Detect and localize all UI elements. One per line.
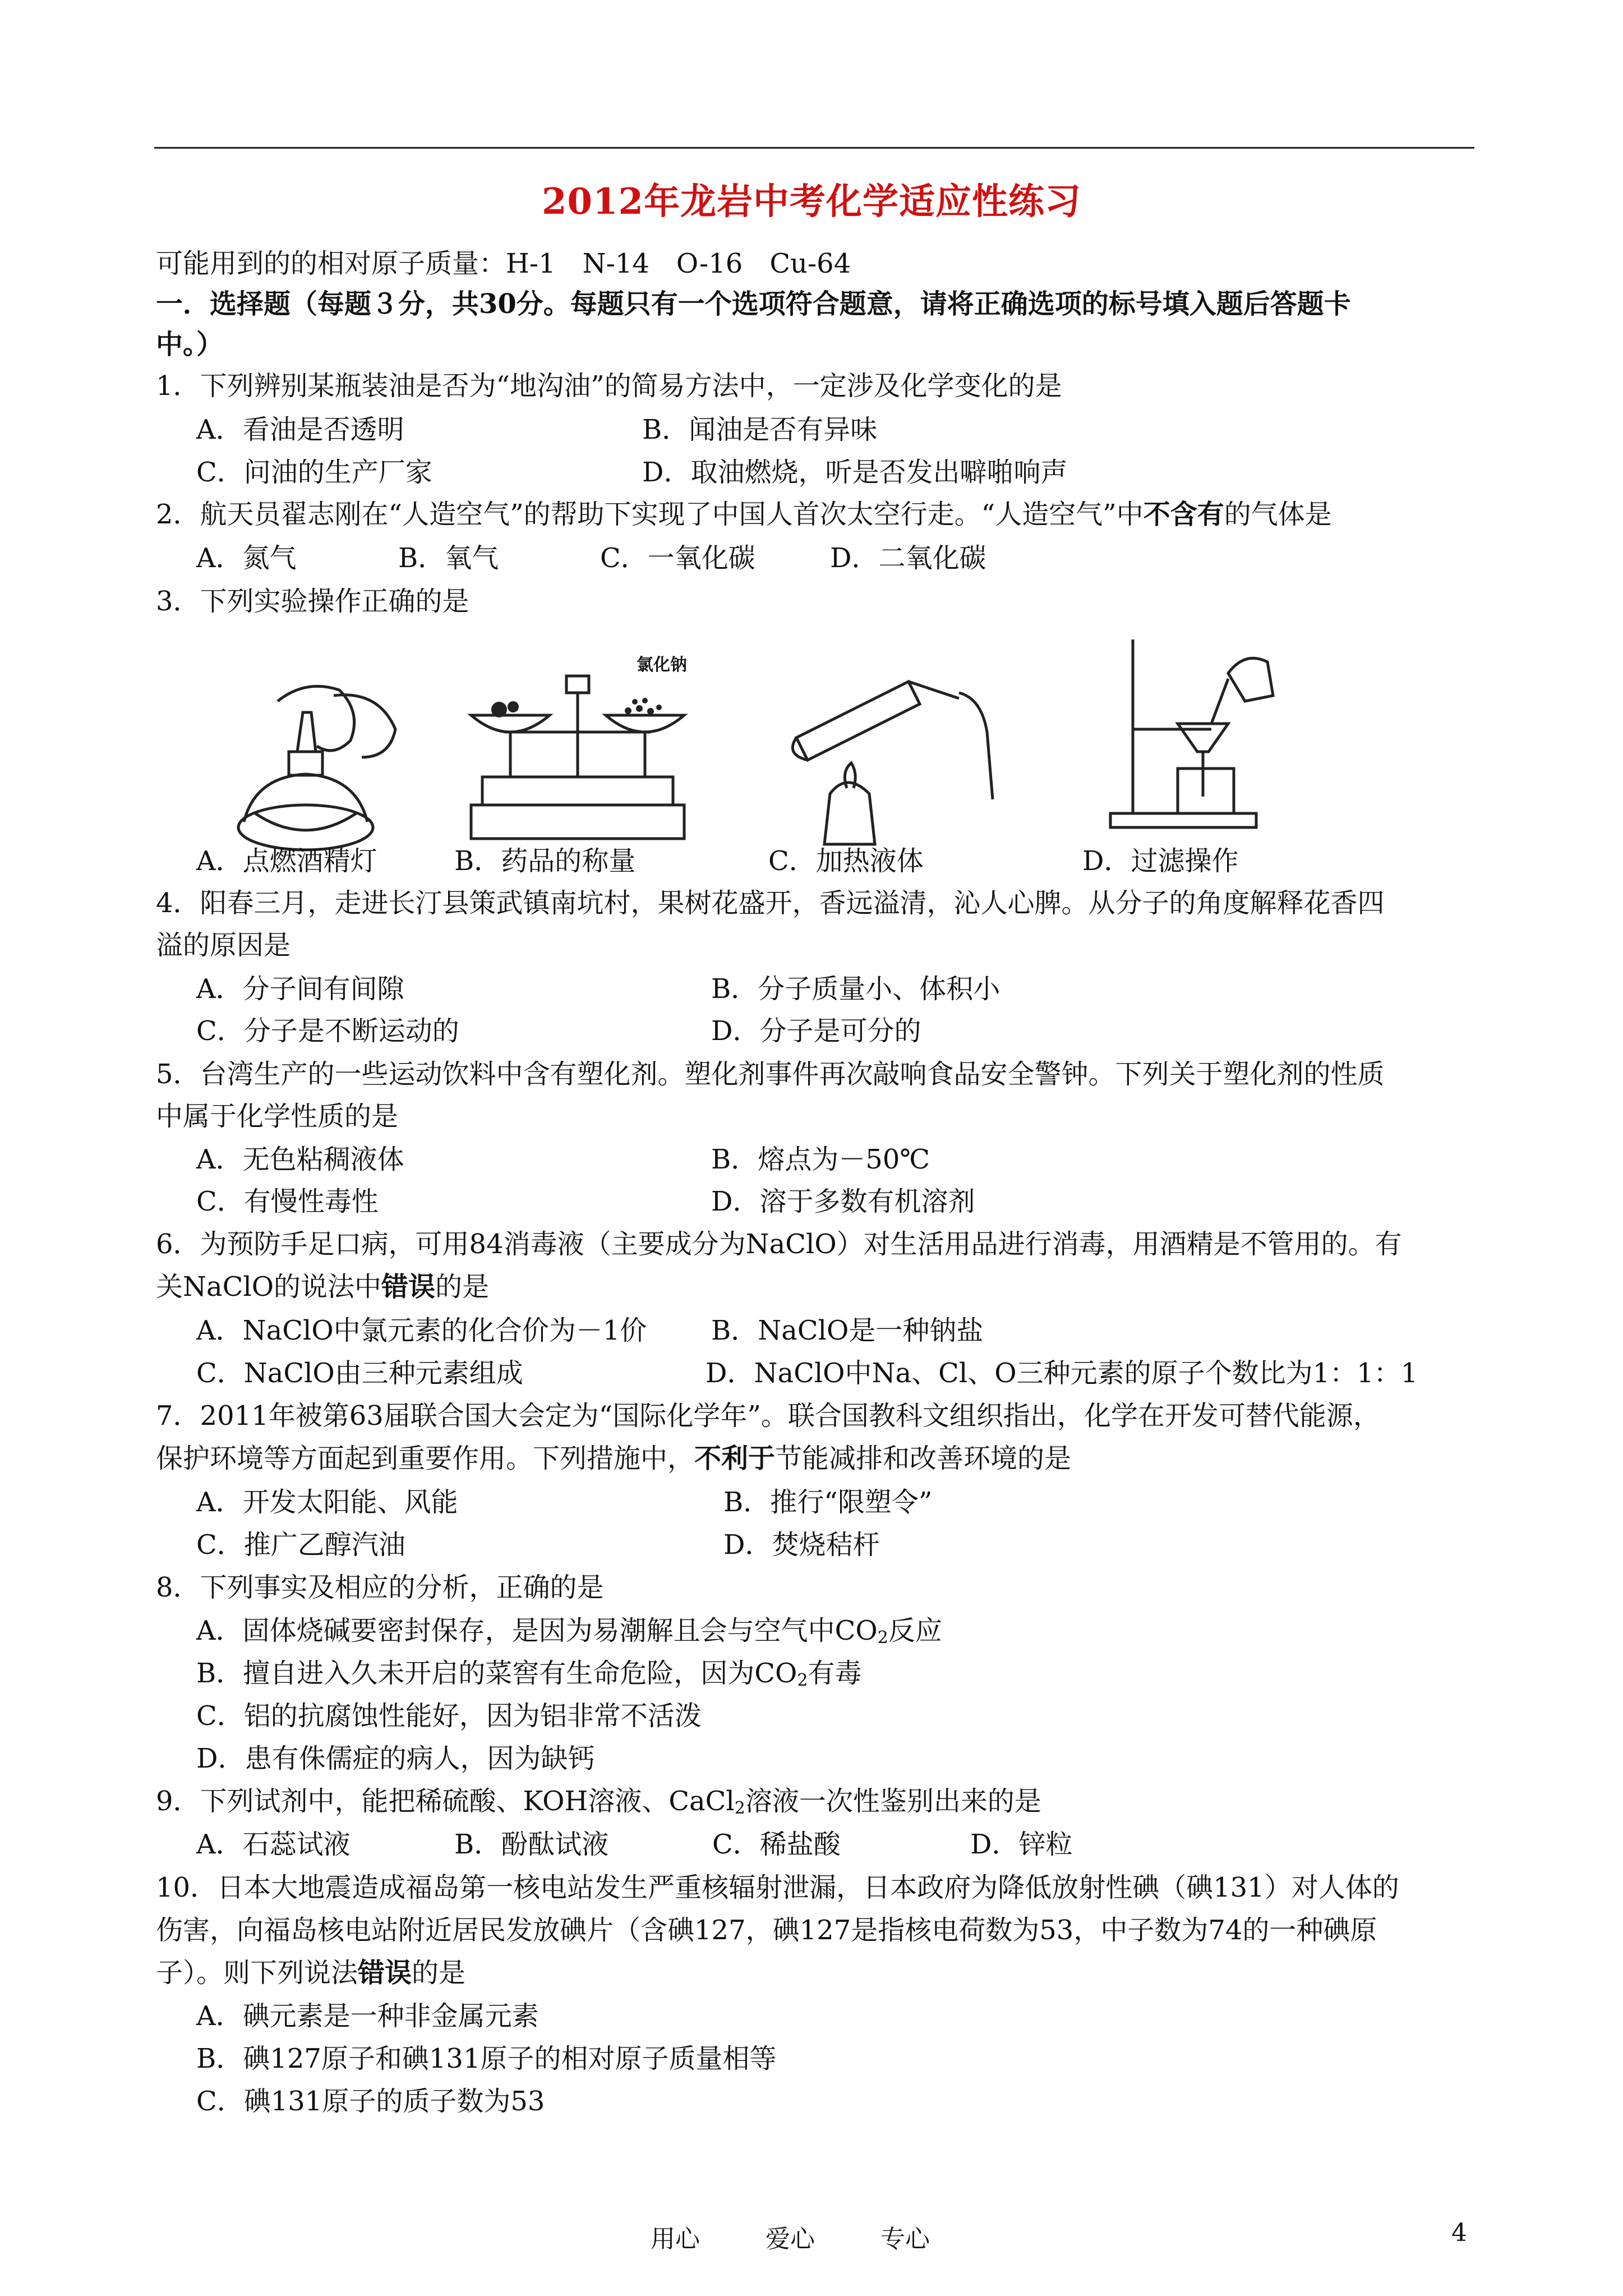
- q4-option-d: D．分子是可分的: [711, 1015, 921, 1047]
- q8-option-b-subscript: 2: [797, 1671, 808, 1690]
- q6-stem-emphasis: 错误: [381, 1271, 436, 1303]
- q10-option-c: C．碘131原子的质子数为53: [196, 2086, 545, 2117]
- footer-word-2: 爱心: [766, 2225, 815, 2253]
- section-heading-line2: 中。）: [156, 329, 224, 360]
- heating-liquid-figure: [780, 645, 1004, 858]
- page-title: 2012年龙岩中考化学适应性练习: [541, 181, 1082, 223]
- q7-stem-line1: 7．2011年被第63届联合国大会定为“国际化学年”。联合国教科文组织指出，化学在开发可替代能源，: [156, 1400, 1380, 1432]
- q8-option-b-tail: 有毒: [808, 1658, 862, 1689]
- q7-option-d: D．焚烧秸杆: [723, 1529, 880, 1561]
- q7-stem-text: 保护环境等方面起到重要作用。下列措施中，: [156, 1443, 695, 1474]
- q8-option-a: [196, 1614, 942, 1655]
- q7-stem-tail: 节能减排和改善环境的是: [775, 1443, 1072, 1474]
- q10-option-a: A．碘元素是一种非金属元素: [196, 2000, 539, 2032]
- q4-option-b: B．分子质量小、体积小: [711, 973, 1000, 1005]
- q5-option-d: D．溶于多数有机溶剂: [711, 1186, 975, 1217]
- q2-option-a: A．氮气: [196, 542, 297, 574]
- q8-option-b-text: B．擅自进入久未开启的菜窖有生命危险，因为CO: [196, 1658, 797, 1689]
- q10-stem-line1: 10．日本大地震造成福岛第一核电站发生严重核辐射泄漏，日本政府为降低放射性碘（碘131）对人体的: [156, 1872, 1399, 1903]
- q7-stem-emphasis: 不利于: [694, 1443, 776, 1474]
- q7-option-b: B．推行“限塑令”: [723, 1487, 933, 1518]
- q3-option-a: A．点燃酒精灯: [196, 845, 377, 877]
- q10-option-b: B．碘127原子和碘131原子的相对原子质量相等: [196, 2043, 777, 2074]
- q1-option-b: B．闻油是否有异味: [642, 414, 878, 445]
- alcohol-lamp-figure: [222, 662, 412, 875]
- q8-option-b: [196, 1657, 861, 1697]
- q10-stem-line3: [156, 1956, 465, 1990]
- q5-option-a: A．无色粘稠液体: [196, 1144, 404, 1175]
- q9-stem: [156, 1784, 1041, 1825]
- q7-stem-line2: [156, 1442, 1071, 1475]
- page-number: 4: [1451, 2219, 1467, 2247]
- q6-option-d: D．NaClO中Na、Cl、O三种元素的原子个数比为1：1：1: [706, 1358, 1418, 1389]
- q5-option-b: B．熔点为－50℃: [711, 1144, 930, 1175]
- q4-stem-line1: 4．阳春三月，走进长汀县策武镇南坑村，果树花盛开，香远溢清，沁人心脾。从分子的角度解释花香四: [156, 887, 1385, 919]
- header-rule: [154, 147, 1474, 149]
- q7-option-a: A．开发太阳能、风能: [196, 1487, 458, 1518]
- q9-option-c: C．稀盐酸: [712, 1829, 841, 1860]
- q8-option-c: C．铝的抗腐蚀性能好，因为铝非常不活泼: [196, 1700, 702, 1732]
- q4-option-a: A．分子间有间隙: [196, 973, 404, 1005]
- section-heading-line1: 一．选择题（每题３分，共30分。每题只有一个选项符合题意，请将正确选项的标号填入题后答题卡: [156, 288, 1351, 320]
- q9-option-d: D．锌粒: [970, 1829, 1073, 1860]
- q10-stem-text: 子）。则下列说法: [156, 1957, 358, 1989]
- q6-stem-tail: 的是: [435, 1271, 490, 1303]
- q9-stem-subscript: 2: [734, 1798, 745, 1818]
- q5-stem-line1: 5．台湾生产的一些运动饮料中含有塑化剂。塑化剂事件再次敲响食品安全警钟。下列关于塑化剂的性质: [156, 1059, 1385, 1090]
- q6-stem-line1: 6．为预防手足口病，可用84消毒液（主要成分为NaClO）对生活用品进行消毒，用酒精是不管用的。有: [156, 1228, 1402, 1260]
- q8-stem: 8．下列事实及相应的分析，正确的是: [156, 1572, 604, 1603]
- q6-option-b: B．NaClO是一种钠盐: [711, 1315, 984, 1346]
- q2-stem-tail: 的气体是: [1224, 499, 1332, 530]
- q5-stem-line2: 中属于化学性质的是: [156, 1101, 399, 1132]
- q6-option-c: C．NaClO由三种元素组成: [196, 1358, 523, 1389]
- q1-option-a: A．看油是否透明: [196, 414, 404, 445]
- q6-stem-line2: [156, 1270, 489, 1304]
- q4-option-c: C．分子是不断运动的: [196, 1015, 459, 1047]
- q8-option-a-tail: 反应: [888, 1615, 942, 1646]
- q2-option-d: D．二氧化碳: [830, 542, 986, 574]
- q3-stem: 3．下列实验操作正确的是: [156, 586, 469, 617]
- filtration-figure: [1099, 628, 1284, 841]
- q9-stem-tail: 溶液一次性鉴别出来的是: [745, 1786, 1041, 1817]
- q1-option-d: D．取油燃烧，听是否发出噼啪响声: [642, 457, 1068, 488]
- q8-option-a-subscript: 2: [877, 1628, 888, 1648]
- q7-option-c: C．推广乙醇汽油: [196, 1529, 405, 1561]
- q5-option-c: C．有慢性毒性: [196, 1186, 379, 1217]
- atomic-masses-line: 可能用到的的相对原子质量：H-1 N-14 O-16 Cu-64: [156, 248, 851, 279]
- q6-stem-text: 关NaClO的说法中: [156, 1271, 382, 1303]
- q9-option-a: A．石蕊试液: [196, 1829, 351, 1860]
- q3-option-b: B．药品的称量: [454, 845, 636, 877]
- q1-option-c: C．问油的生产厂家: [196, 457, 432, 488]
- q3-option-d: D．过滤操作: [1082, 845, 1239, 877]
- balance-figure: [460, 645, 695, 858]
- q4-stem-line2: 溢的原因是: [156, 930, 291, 961]
- q9-stem-text: 9．下列试剂中，能把稀硫酸、KOH溶液、CaCl: [156, 1786, 735, 1817]
- q1-stem: 1．下列辨别某瓶装油是否为“地沟油”的简易方法中，一定涉及化学变化的是: [156, 370, 1062, 402]
- q2-option-b: B．氧气: [398, 542, 499, 574]
- q10-stem-tail: 的是: [412, 1957, 466, 1989]
- footer-word-3: 专心: [880, 2225, 930, 2253]
- q2-stem-emphasis: 不含有: [1143, 499, 1224, 530]
- nacl-figure-label: 氯化钠: [637, 655, 687, 675]
- q9-option-b: B．酚酞试液: [454, 1829, 609, 1860]
- q6-option-a: A．NaClO中氯元素的化合价为－1价: [196, 1315, 647, 1346]
- q8-option-d: D．患有侏儒症的病人，因为缺钙: [196, 1743, 595, 1774]
- q8-option-a-text: A．固体烧碱要密封保存，是因为易潮解且会与空气中CO: [196, 1615, 878, 1646]
- q3-option-c: C．加热液体: [768, 845, 924, 877]
- footer-word-1: 用心: [651, 2225, 700, 2253]
- q2-option-c: C．一氧化碳: [600, 542, 755, 574]
- q10-stem-emphasis: 错误: [358, 1957, 412, 1989]
- q10-stem-line2: 伤害，向福岛核电站附近居民发放碘片（含碘127，碘127是指核电荷数为53，中子数为74的一种碘原: [156, 1915, 1377, 1946]
- q2-stem-text: 2．航天员翟志刚在“人造空气”的帮助下实现了中国人首次太空行走。“人造空气”中: [156, 499, 1144, 530]
- q2-stem: [156, 498, 1332, 531]
